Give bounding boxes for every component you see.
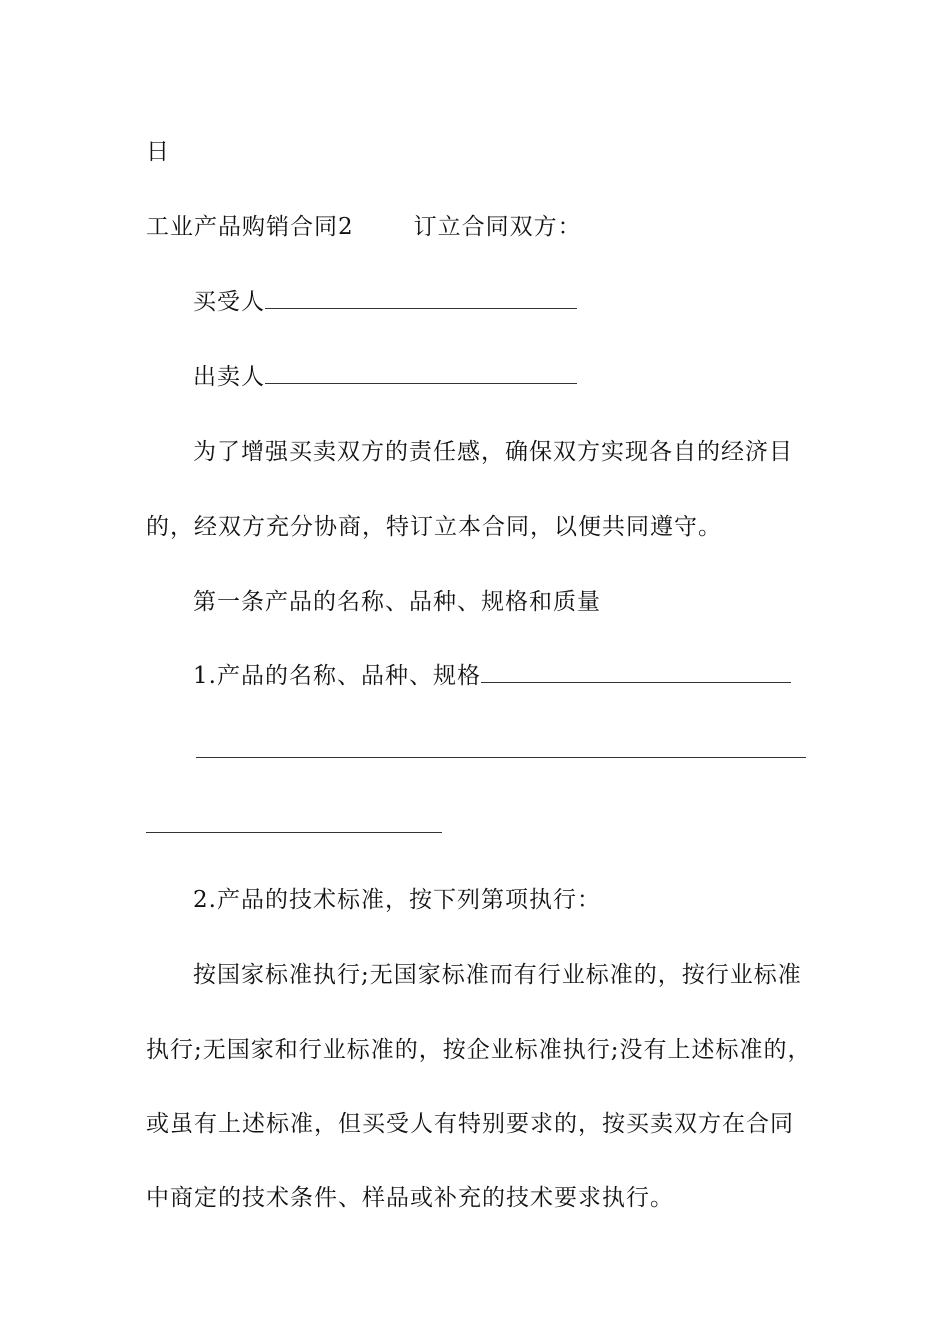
text-line-ri	[146, 137, 170, 167]
blank-rule-short	[146, 832, 442, 833]
blank-rule-long	[196, 757, 806, 758]
paragraph-2-line-4: 中商定的技术条件、样品或补充的技术要求执行。	[146, 1185, 674, 1211]
seller-line	[193, 362, 577, 392]
seller-label: 出卖人	[193, 364, 265, 390]
buyer-label: 买受人	[193, 289, 265, 315]
contract-title-line	[146, 212, 582, 242]
buyer-line	[193, 287, 577, 317]
item-1-blank	[481, 662, 791, 683]
parties-heading: 订立合同双方：	[413, 214, 582, 240]
contract-title: 工业产品购销合同2	[146, 214, 354, 240]
paragraph-1-line-2: 的，经双方充分协商，特订立本合同，以便共同遵守。	[146, 514, 722, 540]
date-fragment: 日	[146, 139, 170, 165]
seller-blank	[265, 363, 577, 384]
paragraph-1-line-1: 为了增强买卖双方的责任感，确保双方实现各自的经济目	[193, 439, 793, 465]
paragraph-2-line-2: 执行;无国家和行业标准的，按企业标准执行;没有上述标准的，	[146, 1037, 812, 1063]
paragraph-2-line-3: 或虽有上述标准，但买受人有特别要求的，按买卖双方在合同	[146, 1111, 794, 1137]
item-1-label: 1.产品的名称、品种、规格	[193, 663, 481, 689]
paragraph-2-line-1: 按国家标准执行;无国家标准而有行业标准的，按行业标准	[193, 962, 802, 988]
item-2-line: 2.产品的技术标准，按下列第项执行：	[193, 887, 601, 913]
buyer-blank	[265, 288, 577, 309]
item-1-line	[193, 661, 791, 691]
article-1-heading: 第一条产品的名称、品种、规格和质量	[193, 589, 601, 615]
